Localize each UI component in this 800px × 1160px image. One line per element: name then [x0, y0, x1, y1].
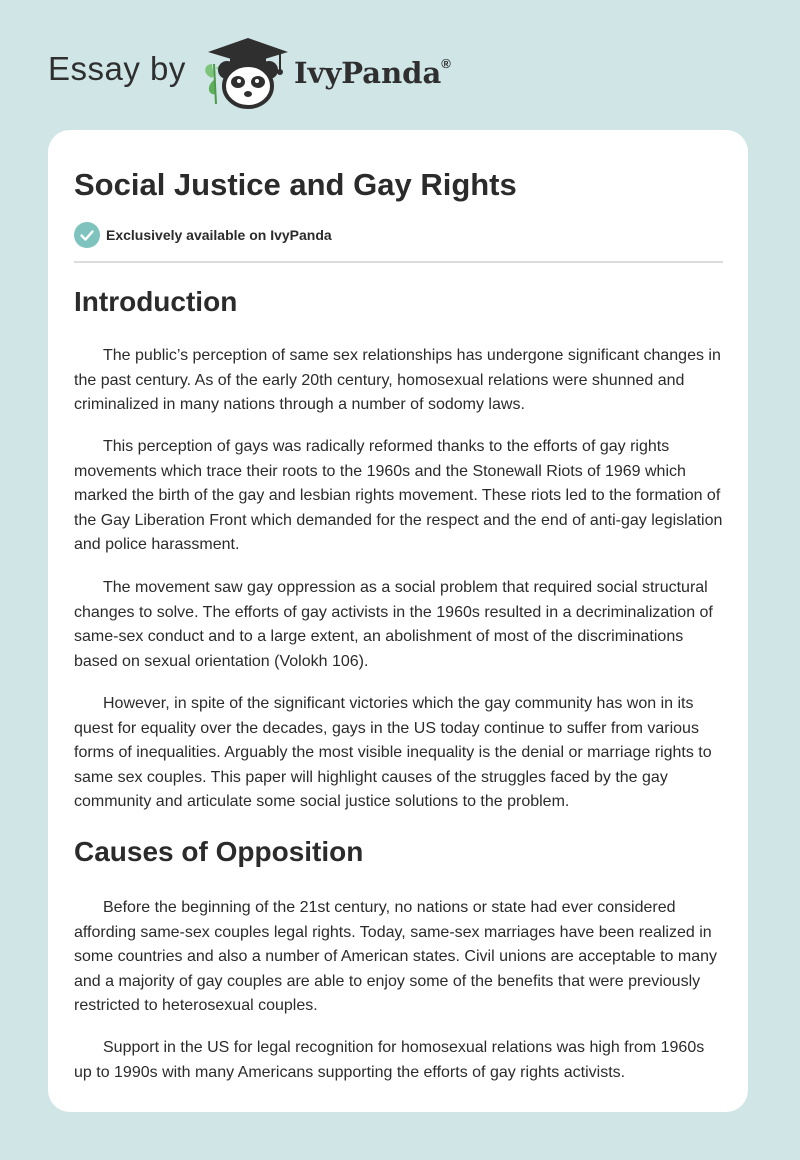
exclusive-badge	[74, 222, 332, 248]
panda-face-icon	[218, 61, 278, 107]
page-title: Social Justice and Gay Rights	[74, 167, 517, 202]
brand-name[interactable]	[294, 56, 451, 90]
panda-logo-icon[interactable]	[200, 34, 292, 110]
section-heading-causes-of-opposition: Causes of Opposition	[74, 836, 364, 867]
paragraph: This perception of gays was radically reformed thanks to the efforts of gay rights movements which trace their roots to the 1960s and the Stonewall Riots of 1969 which marked the birth of the gay and lesbian rights movement. These riots led to the formation of the Gay Liberation Front which demanded for the respect and the end of anti-gay legislation and police harassment.	[74, 438, 723, 553]
paragraph: However, in spite of the significant victories which the gay community has won in its quest for equality over the decades, gays in the US today continue to suffer from various forms of inequalities. Arguably the most visible inequality is the denial or marriage rights to same sex couples. This paper will highlight causes of the struggles faced by the gay community and articulate some social justice solutions to the problem.	[74, 695, 712, 810]
paragraph: The movement saw gay oppression as a social problem that required social structural changes to solve. The efforts of gay activists in the 1960s resulted in a decriminalization of same-sex conduct and to a large extent, an abolishment of most of the discriminations based on sexual orientation (Volokh 106).	[74, 579, 713, 670]
title-divider	[74, 261, 723, 263]
brand-name-text: IvyPanda	[294, 56, 442, 90]
essay-card	[48, 130, 748, 1112]
paragraph: Support in the US for legal recognition for homosexual relations was high from 1960s up to 1990s with many Americans supporting the efforts of gay rights activists.	[74, 1039, 705, 1081]
section-heading-introduction: Introduction	[74, 286, 238, 317]
registered-mark: ®	[441, 56, 451, 72]
brand-prefix: Essay by	[48, 50, 186, 87]
exclusive-badge-label: Exclusively available on IvyPanda	[106, 227, 332, 243]
paragraph: Before the beginning of the 21st century, no nations or state had ever considered affording same-sex couples legal rights. Today, same-sex marriages have been realized in some countries and also a number of American states. Civil unions are acceptable to many and a majority of gay couples are able to enjoy some of the benefits that were previously restricted to heterosexual couples.	[74, 899, 717, 1014]
paragraph: The public’s perception of same sex relationships has undergone significant changes in the past century. As of the early 20th century, homosexual relations were shunned and criminalized in many nations through a number of sodomy laws.	[74, 347, 721, 413]
check-circle-icon	[74, 222, 100, 248]
site-header	[48, 30, 768, 110]
